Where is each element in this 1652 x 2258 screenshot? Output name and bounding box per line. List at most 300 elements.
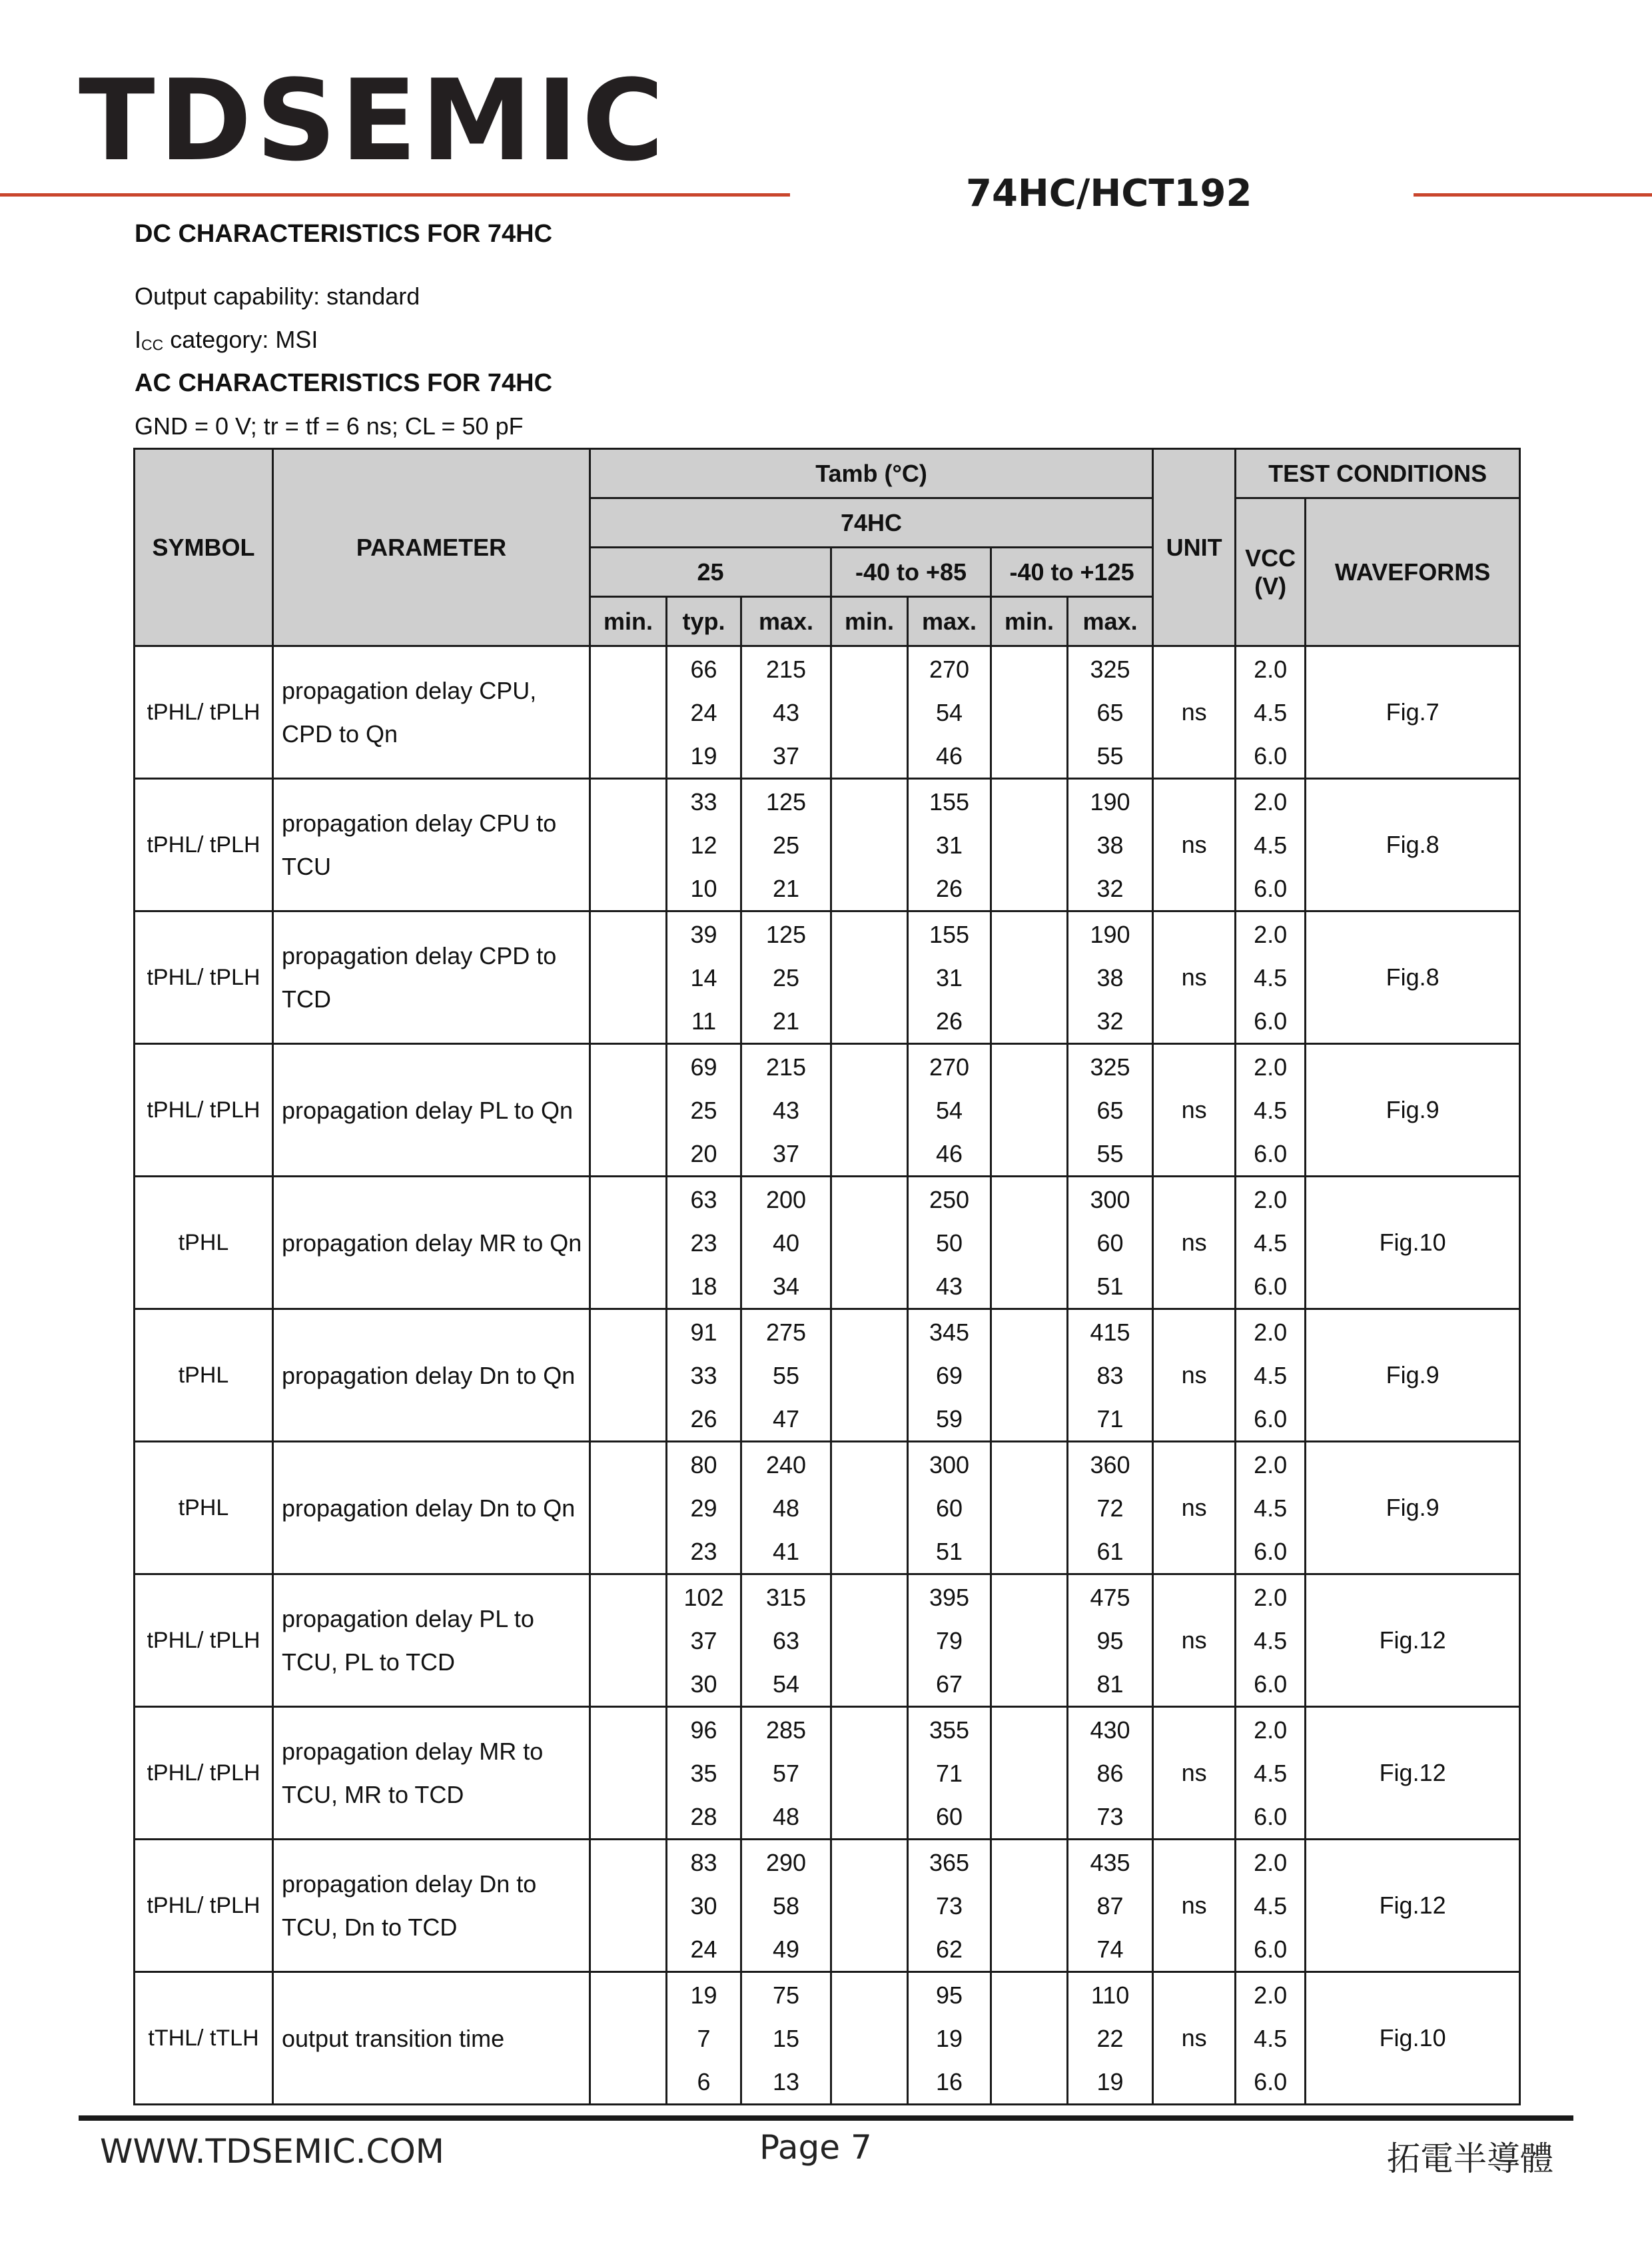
cell-typ-25 [667, 1044, 741, 1177]
col-range-25: 25 [590, 548, 831, 597]
cell-unit: ns [1153, 646, 1236, 779]
cell-max-85-value: 46 [935, 1139, 963, 1167]
cell-unit: ns [1153, 779, 1236, 911]
cell-min-85 [831, 779, 908, 911]
cell-unit: ns [1153, 1574, 1236, 1707]
cell-vcc-value: 2.0 [1254, 1450, 1288, 1478]
cell-max-85 [908, 1309, 991, 1442]
col-range-85: -40 to +85 [831, 548, 991, 597]
cell-typ-25-value: 12 [690, 831, 717, 859]
cell-max-125 [1068, 1044, 1153, 1177]
col-max: max. [741, 597, 831, 646]
cell-max-125 [1068, 911, 1153, 1044]
cell-max-85-value: 26 [935, 874, 963, 902]
cell-waveform: Fig.12 [1306, 1707, 1520, 1840]
cell-max-25-value: 37 [772, 1139, 800, 1167]
cell-typ-25-value: 91 [690, 1318, 717, 1346]
col-waveforms: WAVEFORMS [1306, 498, 1520, 646]
cell-min-125 [991, 1442, 1068, 1574]
cell-max-85 [908, 1044, 991, 1177]
cell-min-25 [590, 779, 667, 911]
cell-typ-25-value: 66 [690, 655, 717, 683]
cell-unit: ns [1153, 1309, 1236, 1442]
cell-max-85-value: 59 [935, 1405, 963, 1432]
cell-max-125 [1068, 646, 1153, 779]
ac-characteristics-table [133, 448, 1521, 2105]
cell-vcc-value: 2.0 [1254, 1848, 1288, 1876]
cell-parameter: output transition time [273, 1972, 590, 2105]
cell-min-25 [590, 911, 667, 1044]
cell-symbol: tPHL/ tPLH [135, 779, 273, 911]
cell-max-125 [1068, 1177, 1153, 1309]
cell-min-25 [590, 1442, 667, 1574]
cell-max-25-value: 200 [765, 1185, 807, 1213]
table-row [135, 1044, 1520, 1177]
cell-max-85-value: 365 [929, 1848, 970, 1876]
cell-typ-25-value: 35 [690, 1759, 717, 1787]
cell-max-25 [741, 779, 831, 911]
cell-vcc-value: 2.0 [1254, 920, 1288, 948]
cell-max-85-value: 155 [929, 788, 970, 816]
cell-typ-25 [667, 1177, 741, 1309]
cell-symbol: tPHL [135, 1442, 273, 1574]
cell-vcc-value: 4.5 [1254, 2024, 1288, 2052]
cell-min-125 [991, 911, 1068, 1044]
cell-typ-25-value: 80 [690, 1450, 717, 1478]
cell-waveform: Fig.10 [1306, 1972, 1520, 2105]
cell-vcc-value: 6.0 [1254, 1537, 1288, 1565]
cell-max-125-value: 415 [1090, 1318, 1130, 1346]
cell-max-25-value: 54 [772, 1670, 800, 1698]
cell-vcc-value: 6.0 [1254, 742, 1288, 770]
cell-typ-25-value: 7 [697, 2024, 711, 2052]
cell-max-125-value: 72 [1096, 1494, 1124, 1522]
cell-vcc-value: 4.5 [1254, 1096, 1288, 1124]
cell-vcc-value: 4.5 [1254, 1759, 1288, 1787]
cell-max-125-value: 110 [1090, 1981, 1130, 2009]
col-test-conditions: TEST CONDITIONS [1236, 449, 1520, 498]
cell-typ-25 [667, 1442, 741, 1574]
cell-typ-25-value: 24 [690, 698, 717, 726]
col-max: max. [908, 597, 991, 646]
cell-max-25 [741, 1707, 831, 1840]
cell-vcc-value: 2.0 [1254, 1716, 1288, 1744]
cell-min-125 [991, 1840, 1068, 1972]
table-row [135, 1309, 1520, 1442]
cell-waveform: Fig.9 [1306, 1309, 1520, 1442]
cell-max-25-value: 75 [772, 1981, 800, 2009]
cell-typ-25-value: 33 [690, 788, 717, 816]
cell-typ-25-value: 69 [690, 1053, 717, 1081]
cell-typ-25-value: 19 [690, 1981, 717, 2009]
cell-unit: ns [1153, 1840, 1236, 1972]
cell-vcc-value: 2.0 [1254, 788, 1288, 816]
table-row [135, 1707, 1520, 1840]
cell-min-85 [831, 1177, 908, 1309]
col-max: max. [1068, 597, 1153, 646]
cell-min-25 [590, 1972, 667, 2105]
cell-typ-25 [667, 1707, 741, 1840]
cell-typ-25-value: 63 [690, 1185, 717, 1213]
ac-title: AC CHARACTERISTICS FOR 74HC [135, 369, 553, 397]
cell-vcc [1236, 1309, 1306, 1442]
col-min: min. [831, 597, 908, 646]
cell-vcc [1236, 1707, 1306, 1840]
cell-vcc-value: 4.5 [1254, 698, 1288, 726]
cell-typ-25-value: 23 [690, 1229, 717, 1257]
cell-max-125 [1068, 1972, 1153, 2105]
cell-waveform: Fig.9 [1306, 1442, 1520, 1574]
cell-max-85 [908, 1972, 991, 2105]
cell-max-85-value: 73 [935, 1892, 963, 1920]
cell-max-25-value: 49 [772, 1935, 800, 1963]
cell-max-85-value: 95 [935, 1981, 963, 2009]
table-row [135, 1972, 1520, 2105]
cell-vcc-value: 4.5 [1254, 1626, 1288, 1654]
cell-min-25 [590, 1840, 667, 1972]
footer-company-name: 拓電半導體 [1387, 2139, 1553, 2178]
cell-parameter: propagation delay Dn to TCU, Dn to TCD [273, 1840, 590, 1972]
cell-max-125-value: 71 [1096, 1405, 1124, 1432]
cell-max-25-value: 125 [765, 920, 807, 948]
cell-max-25-value: 275 [765, 1318, 807, 1346]
cell-min-85 [831, 1840, 908, 1972]
cell-max-25 [741, 1044, 831, 1177]
cell-vcc [1236, 1044, 1306, 1177]
cell-vcc [1236, 779, 1306, 911]
cell-min-85 [831, 1044, 908, 1177]
cell-max-25 [741, 1309, 831, 1442]
cell-parameter: propagation delay CPU, CPD to Qn [273, 646, 590, 779]
cell-max-25-value: 285 [765, 1716, 807, 1744]
cell-max-85-value: 300 [929, 1450, 970, 1478]
cell-max-125-value: 60 [1096, 1229, 1124, 1257]
cell-vcc [1236, 1972, 1306, 2105]
cell-typ-25-value: 102 [683, 1583, 724, 1611]
table-row [135, 1574, 1520, 1707]
cell-min-125 [991, 1044, 1068, 1177]
cell-max-125-value: 65 [1096, 698, 1124, 726]
col-family: 74HC [590, 498, 1153, 548]
cell-max-25-value: 43 [772, 698, 800, 726]
cell-min-85 [831, 646, 908, 779]
cell-min-125 [991, 1707, 1068, 1840]
cell-min-25 [590, 1044, 667, 1177]
cell-vcc-value: 6.0 [1254, 1139, 1288, 1167]
cell-vcc-value: 2.0 [1254, 655, 1288, 683]
cell-max-125-value: 38 [1096, 963, 1124, 991]
cell-max-25-value: 21 [772, 874, 800, 902]
cell-vcc-value: 2.0 [1254, 1583, 1288, 1611]
cell-unit: ns [1153, 1442, 1236, 1574]
cell-max-25-value: 25 [772, 963, 800, 991]
cell-symbol: tPHL/ tPLH [135, 1840, 273, 1972]
cell-max-125 [1068, 1442, 1153, 1574]
cell-max-125 [1068, 1574, 1153, 1707]
cell-min-85 [831, 1707, 908, 1840]
cell-max-25-value: 215 [765, 1053, 807, 1081]
cell-max-85-value: 62 [935, 1935, 963, 1963]
cell-vcc-value: 2.0 [1254, 1185, 1288, 1213]
cell-vcc-value: 6.0 [1254, 1405, 1288, 1432]
cell-max-125-value: 83 [1096, 1361, 1124, 1389]
cell-max-125 [1068, 779, 1153, 911]
cell-max-25-value: 13 [772, 2067, 800, 2095]
cell-max-85-value: 345 [929, 1318, 970, 1346]
cell-max-25-value: 15 [772, 2024, 800, 2052]
cell-max-125-value: 325 [1090, 655, 1130, 683]
cell-min-125 [991, 646, 1068, 779]
cell-vcc-value: 4.5 [1254, 831, 1288, 859]
cell-vcc-value: 4.5 [1254, 1361, 1288, 1389]
cell-parameter: propagation delay Dn to Qn [273, 1442, 590, 1574]
col-unit: UNIT [1153, 449, 1236, 646]
cell-vcc-value: 2.0 [1254, 1318, 1288, 1346]
cell-min-85 [831, 911, 908, 1044]
cell-max-25 [741, 1177, 831, 1309]
cell-max-85 [908, 779, 991, 911]
cell-vcc [1236, 646, 1306, 779]
table-row [135, 911, 1520, 1044]
col-min: min. [991, 597, 1068, 646]
cell-max-85-value: 46 [935, 742, 963, 770]
cell-vcc-value: 2.0 [1254, 1053, 1288, 1081]
cell-vcc-value: 6.0 [1254, 1935, 1288, 1963]
cell-typ-25-value: 30 [690, 1670, 717, 1698]
cell-symbol: tPHL/ tPLH [135, 1707, 273, 1840]
cell-max-25-value: 215 [765, 655, 807, 683]
cell-vcc-value: 6.0 [1254, 1802, 1288, 1830]
cell-typ-25-value: 28 [690, 1802, 717, 1830]
cell-max-85-value: 54 [935, 698, 963, 726]
table-row [135, 1442, 1520, 1574]
cell-vcc [1236, 1574, 1306, 1707]
cell-max-125-value: 435 [1090, 1848, 1130, 1876]
cell-min-125 [991, 1574, 1068, 1707]
cell-max-85 [908, 646, 991, 779]
col-symbol: SYMBOL [135, 449, 273, 646]
cell-max-85-value: 51 [935, 1537, 963, 1565]
cell-max-85-value: 60 [935, 1802, 963, 1830]
cell-typ-25-value: 24 [690, 1935, 717, 1963]
cell-max-85-value: 355 [929, 1716, 970, 1744]
cell-vcc-value: 4.5 [1254, 1494, 1288, 1522]
cell-max-25 [741, 1840, 831, 1972]
dc-title: DC CHARACTERISTICS FOR 74HC [135, 220, 553, 248]
cell-max-125-value: 81 [1096, 1670, 1124, 1698]
cell-waveform: Fig.8 [1306, 779, 1520, 911]
cell-waveform: Fig.12 [1306, 1574, 1520, 1707]
cell-vcc-value: 6.0 [1254, 1272, 1288, 1300]
cell-max-125-value: 65 [1096, 1096, 1124, 1124]
cell-vcc [1236, 1177, 1306, 1309]
cell-min-125 [991, 1177, 1068, 1309]
cell-vcc-value: 4.5 [1254, 1892, 1288, 1920]
cell-max-25-value: 41 [772, 1537, 800, 1565]
cell-min-125 [991, 779, 1068, 911]
col-tamb: Tamb (°C) [590, 449, 1153, 498]
cell-max-85-value: 270 [929, 1053, 970, 1081]
cell-typ-25-value: 39 [690, 920, 717, 948]
cell-typ-25-value: 29 [690, 1494, 717, 1522]
cell-typ-25 [667, 1574, 741, 1707]
cell-max-125-value: 190 [1090, 920, 1130, 948]
cell-max-85 [908, 1574, 991, 1707]
table-row [135, 779, 1520, 911]
cell-max-125-value: 55 [1096, 1139, 1124, 1167]
cell-typ-25-value: 19 [690, 742, 717, 770]
col-range-125: -40 to +125 [991, 548, 1153, 597]
cell-max-85-value: 67 [935, 1670, 963, 1698]
cell-waveform: Fig.9 [1306, 1044, 1520, 1177]
table-row [135, 1177, 1520, 1309]
cell-max-25-value: 47 [772, 1405, 800, 1432]
cell-max-25-value: 48 [772, 1802, 800, 1830]
cell-max-85-value: 60 [935, 1494, 963, 1522]
cell-parameter: propagation delay PL to TCU, PL to TCD [273, 1574, 590, 1707]
cell-waveform: Fig.8 [1306, 911, 1520, 1044]
cell-max-25-value: 240 [765, 1450, 807, 1478]
cell-max-25 [741, 646, 831, 779]
cell-parameter: propagation delay PL to Qn [273, 1044, 590, 1177]
cell-unit: ns [1153, 911, 1236, 1044]
cell-min-85 [831, 1972, 908, 2105]
cell-max-125-value: 32 [1096, 874, 1124, 902]
cell-min-25 [590, 1177, 667, 1309]
cell-max-125 [1068, 1309, 1153, 1442]
cell-max-125-value: 73 [1096, 1802, 1124, 1830]
cell-max-125-value: 22 [1096, 2024, 1124, 2052]
cell-max-25-value: 55 [772, 1361, 800, 1389]
cell-max-85-value: 43 [935, 1272, 963, 1300]
cell-max-25-value: 315 [765, 1583, 807, 1611]
cell-max-85-value: 69 [935, 1361, 963, 1389]
cell-max-85 [908, 1177, 991, 1309]
cell-max-25-value: 25 [772, 831, 800, 859]
cell-symbol: tPHL/ tPLH [135, 911, 273, 1044]
cell-parameter: propagation delay Dn to Qn [273, 1309, 590, 1442]
cell-max-25-value: 58 [772, 1892, 800, 1920]
cell-typ-25 [667, 1840, 741, 1972]
output-capability: Output capability: standard [135, 282, 420, 310]
cell-max-25-value: 40 [772, 1229, 800, 1257]
cell-max-25-value: 43 [772, 1096, 800, 1124]
cell-typ-25-value: 96 [690, 1716, 717, 1744]
cell-max-85-value: 19 [935, 2024, 963, 2052]
cell-max-125 [1068, 1840, 1153, 1972]
cell-max-125-value: 475 [1090, 1583, 1130, 1611]
cell-max-125-value: 38 [1096, 831, 1124, 859]
table-row [135, 646, 1520, 779]
footer-website: WWW.TDSEMIC.COM [100, 2132, 444, 2171]
cell-typ-25-value: 83 [690, 1848, 717, 1876]
cell-unit: ns [1153, 1707, 1236, 1840]
cell-vcc [1236, 1442, 1306, 1574]
cell-typ-25-value: 10 [690, 874, 717, 902]
cell-typ-25-value: 30 [690, 1892, 717, 1920]
cell-symbol: tPHL [135, 1177, 273, 1309]
icc-category: $I_{CC}$ category: MSI [135, 326, 318, 354]
cell-typ-25 [667, 646, 741, 779]
cell-max-125-value: 190 [1090, 788, 1130, 816]
cell-max-125-value: 86 [1096, 1759, 1124, 1787]
cell-max-85-value: 71 [935, 1759, 963, 1787]
cell-parameter: propagation delay MR to TCU, MR to TCD [273, 1707, 590, 1840]
cell-max-125-value: 19 [1096, 2067, 1124, 2095]
cell-max-25-value: 37 [772, 742, 800, 770]
cell-typ-25 [667, 1972, 741, 2105]
cell-max-85 [908, 1442, 991, 1574]
test-conditions-line: GND = 0 V; tr = tf = 6 ns; CL = 50 pF [135, 412, 524, 440]
footer-rule [79, 2115, 1573, 2121]
cell-symbol: tPHL/ tPLH [135, 1574, 273, 1707]
cell-max-25-value: 34 [772, 1272, 800, 1300]
cell-max-85 [908, 1707, 991, 1840]
cell-typ-25-value: 6 [697, 2067, 711, 2095]
cell-max-125-value: 87 [1096, 1892, 1124, 1920]
cell-max-25-value: 21 [772, 1007, 800, 1035]
cell-typ-25-value: 18 [690, 1272, 717, 1300]
cell-max-85-value: 26 [935, 1007, 963, 1035]
cell-waveform: Fig.10 [1306, 1177, 1520, 1309]
cell-typ-25-value: 25 [690, 1096, 717, 1124]
cell-symbol: tTHL/ tTLH [135, 1972, 273, 2105]
cell-parameter: propagation delay MR to Qn [273, 1177, 590, 1309]
cell-min-25 [590, 646, 667, 779]
cell-parameter: propagation delay CPU to TCU [273, 779, 590, 911]
cell-max-25 [741, 1442, 831, 1574]
cell-max-25-value: 125 [765, 788, 807, 816]
cell-waveform: Fig.7 [1306, 646, 1520, 779]
cell-vcc-value: 6.0 [1254, 874, 1288, 902]
cell-max-85 [908, 911, 991, 1044]
cell-min-25 [590, 1309, 667, 1442]
cell-max-125-value: 360 [1090, 1450, 1130, 1478]
cell-min-85 [831, 1442, 908, 1574]
cell-max-25-value: 290 [765, 1848, 807, 1876]
cell-min-85 [831, 1309, 908, 1442]
cell-max-85-value: 31 [935, 963, 963, 991]
cell-max-85-value: 155 [929, 920, 970, 948]
cell-max-85-value: 250 [929, 1185, 970, 1213]
cell-vcc-value: 4.5 [1254, 1229, 1288, 1257]
cell-max-85 [908, 1840, 991, 1972]
cell-waveform: Fig.12 [1306, 1840, 1520, 1972]
cell-symbol: tPHL [135, 1309, 273, 1442]
col-typ: typ. [667, 597, 741, 646]
cell-unit: ns [1153, 1044, 1236, 1177]
cell-typ-25-value: 11 [691, 1007, 717, 1035]
cell-max-25 [741, 911, 831, 1044]
cell-max-125-value: 32 [1096, 1007, 1124, 1035]
cell-vcc [1236, 911, 1306, 1044]
cell-max-25-value: 57 [772, 1759, 800, 1787]
part-number: 74HC/HCT192 [966, 172, 1252, 215]
col-min: min. [590, 597, 667, 646]
cell-symbol: tPHL/ tPLH [135, 646, 273, 779]
cell-unit: ns [1153, 1177, 1236, 1309]
cell-max-125 [1068, 1707, 1153, 1840]
cell-typ-25-value: 37 [690, 1626, 717, 1654]
col-vcc: VCC (V) [1236, 498, 1306, 646]
cell-min-125 [991, 1309, 1068, 1442]
header-rule-left [0, 193, 790, 197]
cell-max-125-value: 55 [1096, 742, 1124, 770]
cell-max-85-value: 395 [929, 1583, 970, 1611]
cell-unit: ns [1153, 1972, 1236, 2105]
cell-max-125-value: 61 [1096, 1537, 1124, 1565]
cell-vcc-value: 4.5 [1254, 963, 1288, 991]
